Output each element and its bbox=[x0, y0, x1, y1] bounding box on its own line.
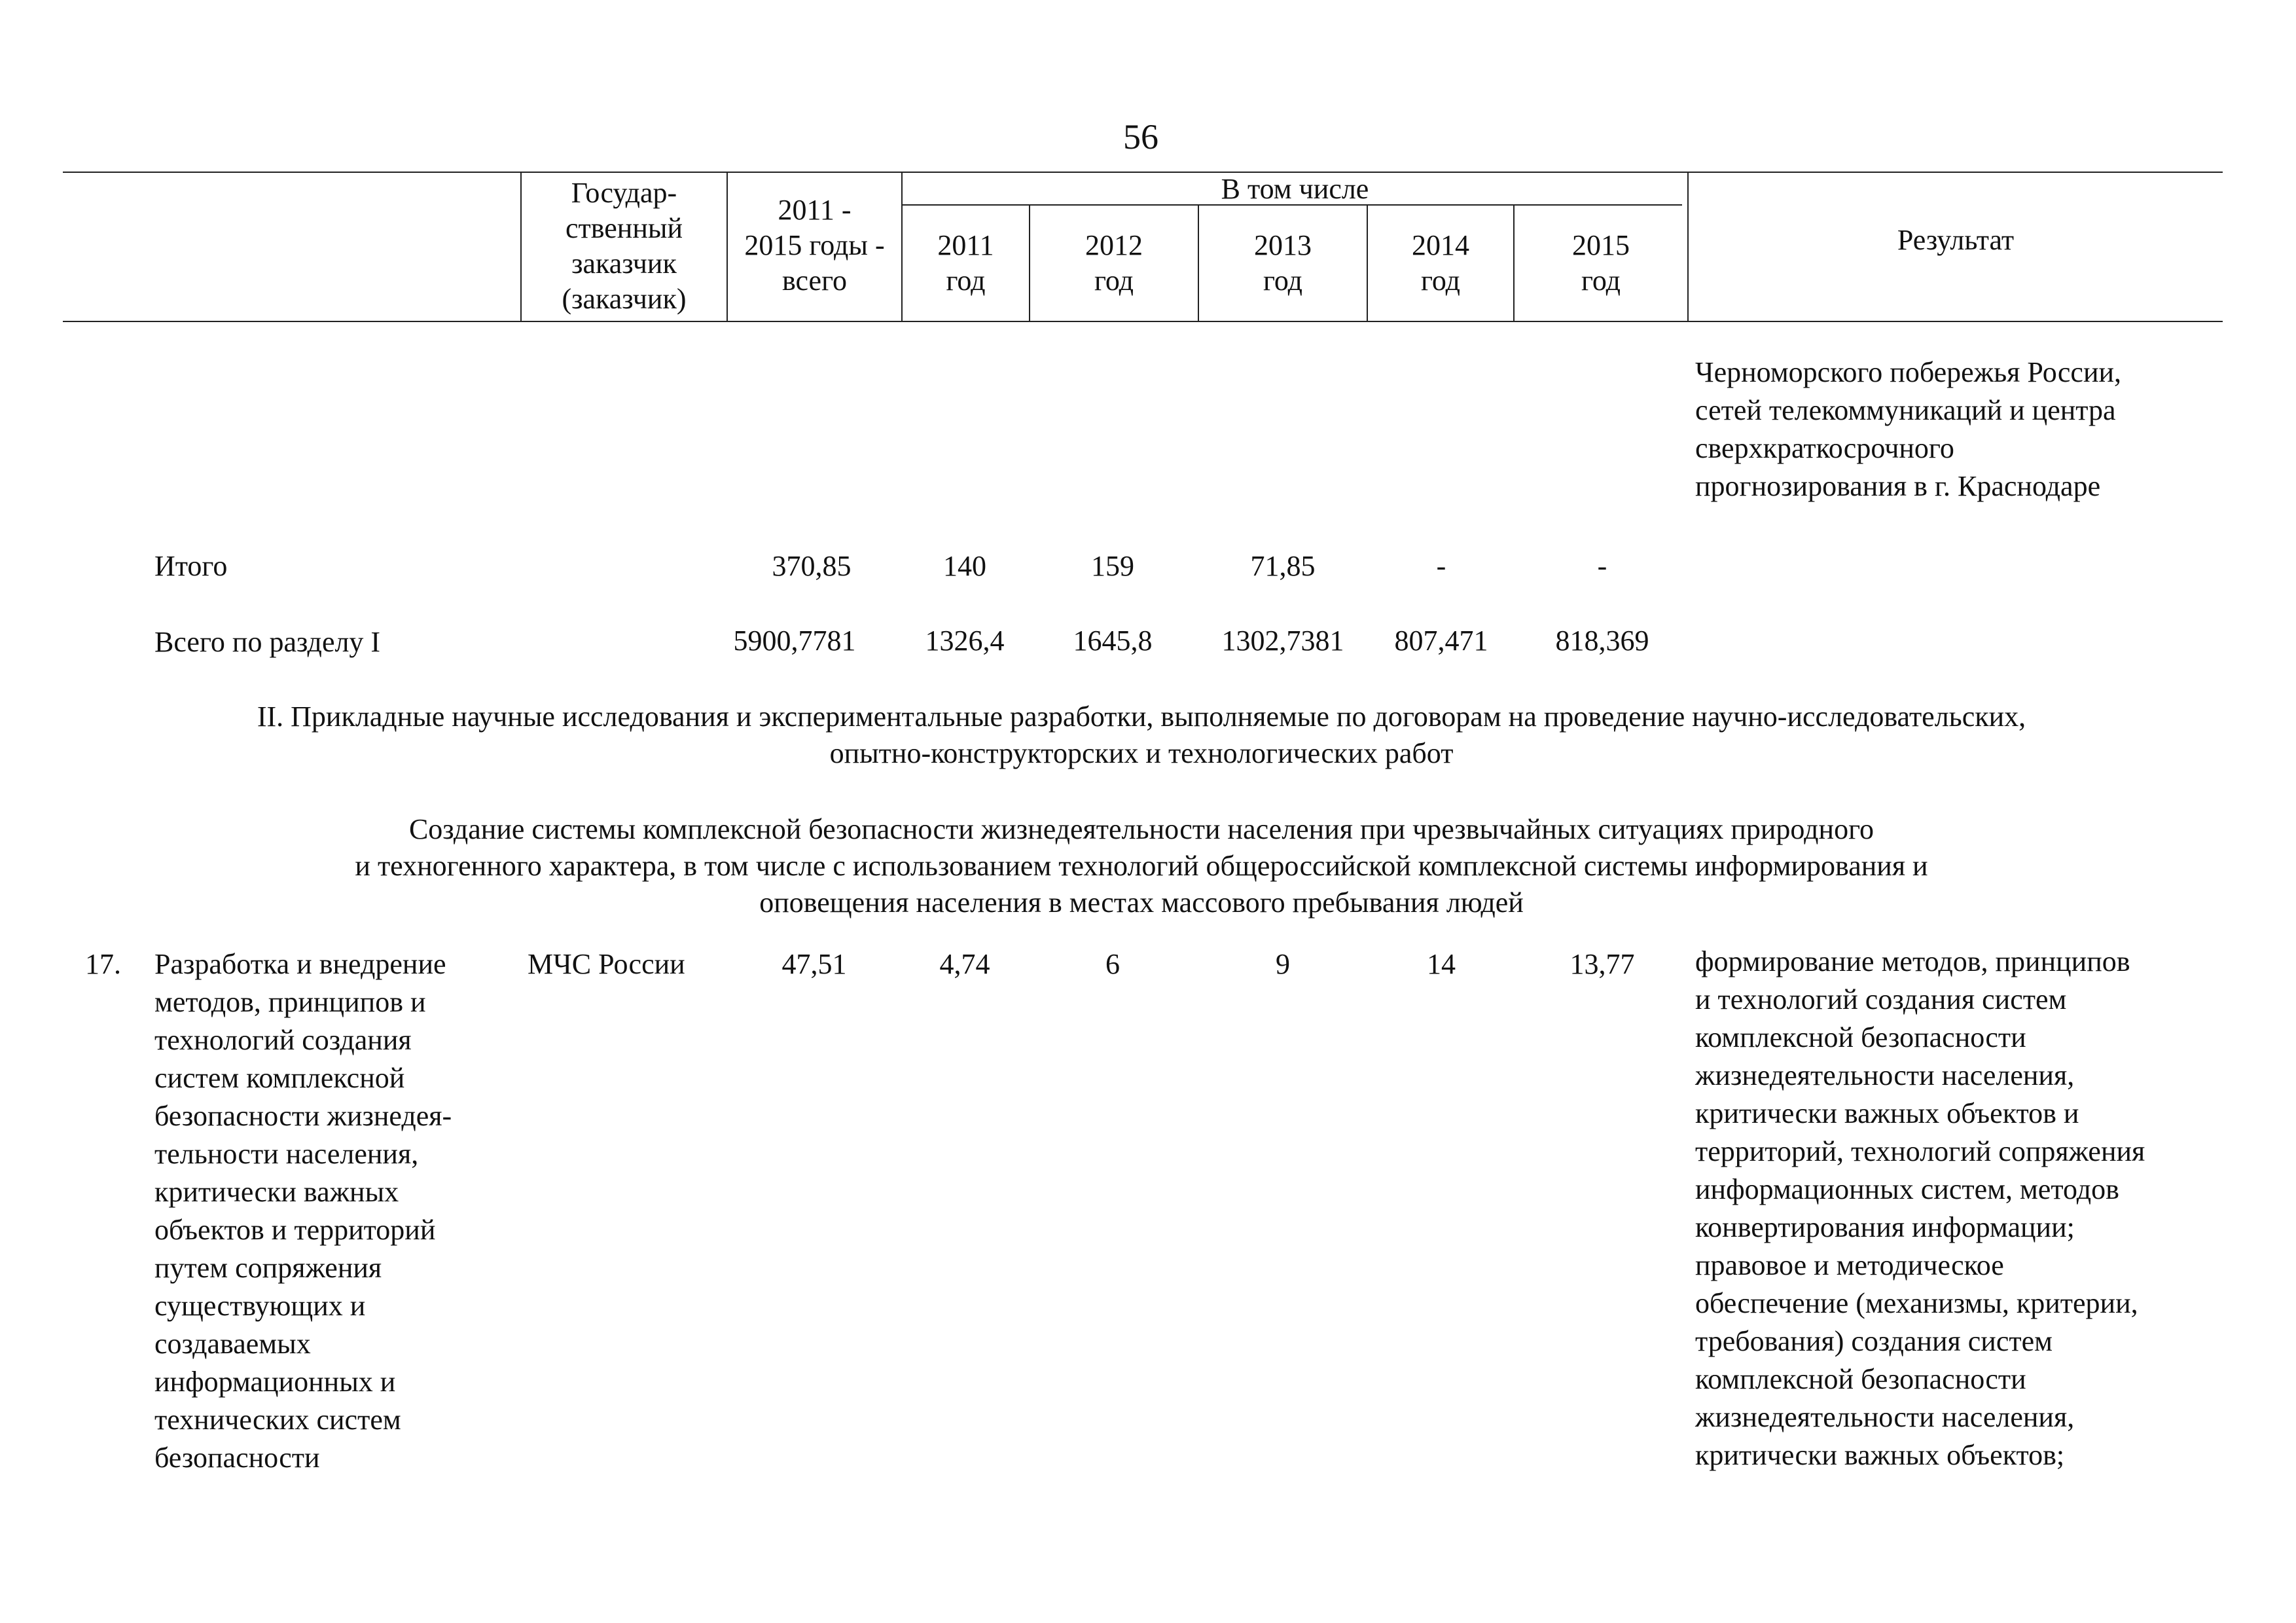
itogo-2015: - bbox=[1597, 550, 1607, 582]
header-year-2014: 2014 год bbox=[1412, 229, 1469, 297]
row17-result: формирование методов, принципов и технологий создания систем комплексной безопасности жизнедеятельности населения, критически важных объектов и территорий, технологий сопряжения информационных систем, методов конвертирования информации; правовое и методическое обеспечение (механизмы, критерии, требования) создания систем комплексной безопасности жизнедеятельности населения, критически важных объектов; bbox=[1695, 945, 2145, 1471]
vsego-2013: 1302,7381 bbox=[1221, 625, 1344, 657]
itogo-2014: - bbox=[1436, 550, 1446, 582]
continuation-result: Черноморского побережья России, сетей телекоммуникаций и центра сверхкраткосрочного прогнозирования в г. Краснодаре bbox=[1695, 356, 2122, 502]
page-number: 56 bbox=[1123, 117, 1158, 156]
subsection-title-line-2: и техногенного характера, в том числе с использованием технологий общероссийской комплексной системы информирования и bbox=[355, 850, 1928, 882]
header-year-2015: 2015 год bbox=[1572, 229, 1630, 297]
row17-2011: 4,74 bbox=[939, 948, 990, 980]
itogo-2011: 140 bbox=[943, 550, 986, 582]
vsego-2012: 1645,8 bbox=[1073, 625, 1153, 657]
row17-customer: МЧС России bbox=[528, 948, 685, 980]
row17-2015: 13,77 bbox=[1570, 948, 1635, 980]
header-result: Результат bbox=[1897, 224, 2015, 256]
vsego-2011: 1326,4 bbox=[925, 625, 1005, 657]
header-group-label: В том числе bbox=[1221, 173, 1369, 205]
header-year-2012: 2012 год bbox=[1085, 229, 1143, 297]
vsego-2015: 818,369 bbox=[1555, 625, 1649, 657]
subsection-title-line-1: Создание системы комплексной безопасности жизнедеятельности населения при чрезвычайных ситуациях природного bbox=[408, 813, 1874, 845]
header-bottom-border bbox=[63, 321, 2223, 322]
header-total: 2011 - 2015 годы - всего bbox=[744, 194, 885, 297]
itogo-2012: 159 bbox=[1091, 550, 1134, 582]
vsego-total: 5900,7781 bbox=[733, 625, 856, 657]
section-title-line-1: II. Прикладные научные исследования и экспериментальные разработки, выполняемые по договорам на проведение научно-исследовательских, bbox=[257, 701, 2026, 733]
subsection-title-line-3: оповещения населения в местах массового пребывания людей bbox=[759, 886, 1524, 919]
section-title-line-2: опытно-конструкторских и технологических работ bbox=[829, 737, 1454, 769]
row17-2012: 6 bbox=[1105, 948, 1120, 980]
row17-total: 47,51 bbox=[781, 948, 847, 980]
row17-number: 17. bbox=[85, 948, 121, 980]
header-customer: Государ- ственный заказчик (заказчик) bbox=[562, 177, 687, 315]
header-year-2011: 2011 год bbox=[937, 229, 994, 297]
itogo-label: Итого bbox=[154, 550, 228, 582]
row17-2013: 9 bbox=[1276, 948, 1290, 980]
vsego-2014: 807,471 bbox=[1394, 625, 1488, 657]
row17-2014: 14 bbox=[1427, 948, 1456, 980]
itogo-2013: 71,85 bbox=[1250, 550, 1316, 582]
header-year-2013: 2013 год bbox=[1254, 229, 1312, 297]
vsego-label: Всего по разделу I bbox=[154, 626, 381, 658]
itogo-total: 370,85 bbox=[772, 550, 852, 582]
row17-name: Разработка и внедрение методов, принципов и технологий создания систем комплексной безопасности жизнедея- тельности населения, критически важных объектов и территорий путем сопряжения существующих и создаваемых информационных и технических систем безопасности bbox=[154, 948, 452, 1474]
